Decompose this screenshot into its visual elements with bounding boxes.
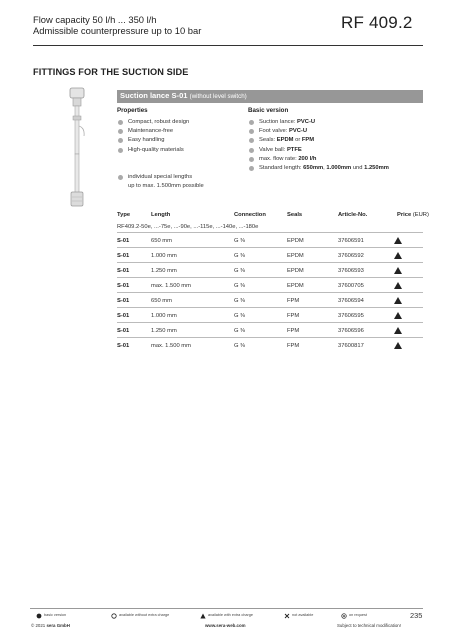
product-title-bar	[117, 90, 423, 103]
triangle-up-icon	[394, 237, 402, 244]
filled-circle-icon	[36, 613, 42, 619]
open-circle-icon	[111, 613, 117, 619]
cross-icon	[284, 613, 290, 619]
triangle-up-icon	[394, 312, 402, 319]
triangle-up-icon	[394, 252, 402, 259]
footer-note: Subject to technical modification!	[337, 623, 401, 628]
footer-company: sera GmbH	[46, 623, 70, 628]
header-rule	[33, 45, 423, 46]
model-suffix-line: RF409.2-50e, ...-75e, ...-90e, ...-115e, ...-140e, ...-180e	[117, 224, 259, 230]
properties-item: Easy handling	[117, 136, 189, 145]
special-lengths-cont: up to max. 1.500mm possible	[128, 183, 204, 190]
col-header-seals: Seals	[287, 212, 303, 218]
triangle-icon	[200, 613, 206, 619]
triangle-up-icon	[394, 282, 402, 289]
page-number: 235	[410, 611, 423, 620]
legend-rule	[30, 608, 423, 609]
table-row: S-01 650 mm G ⅜ FPM 37606594	[117, 292, 423, 308]
footer-copyright: © 2021 sera GmbH	[31, 623, 70, 628]
col-header-length: Length	[151, 212, 171, 218]
table-row: S-01 max. 1.500 mm G ⅜ FPM 37600817	[117, 337, 423, 353]
basic-item: Seals: EPDM or FPM	[248, 136, 389, 145]
col-header-type: Type	[117, 212, 131, 218]
at-icon	[341, 613, 347, 619]
product-name: Suction lance S-01 (without level switch)	[120, 91, 247, 100]
header-flow-capacity: Flow capacity 50 l/h ... 350 l/h	[33, 14, 157, 25]
properties-list	[117, 118, 189, 155]
col-header-price: Price (EUR)	[397, 212, 429, 218]
basic-item: Standard length: 650mm, 1.000mm und 1.250mm	[248, 164, 389, 173]
properties-heading: Properties	[117, 107, 148, 114]
table-row: S-01 1.250 mm G ⅜ EPDM 37606593	[117, 262, 423, 278]
col-header-article: Article-No.	[338, 212, 368, 218]
basic-item: Foot valve: PVC-U	[248, 127, 389, 136]
basic-version-heading: Basic version	[248, 107, 289, 114]
table-row: S-01 1.250 mm G ⅜ FPM 37606596	[117, 322, 423, 338]
basic-item: max. flow rate: 200 l/h	[248, 155, 389, 164]
footer-website[interactable]: www.sera-web.com	[205, 623, 246, 628]
table-row: S-01 1.000 mm G ⅜ EPDM 37606592	[117, 247, 423, 263]
section-title: FITTINGS FOR THE SUCTION SIDE	[33, 67, 189, 77]
special-lengths-note	[117, 173, 204, 191]
legend-with-charge: available with extra charge	[208, 613, 253, 617]
header-counterpressure: Admissible counterpressure up to 10 bar	[33, 25, 202, 36]
basic-item: Valve ball: PTFE	[248, 146, 389, 155]
col-header-connection: Connection	[234, 212, 266, 218]
properties-item: Maintenance-free	[117, 127, 189, 136]
properties-item: Compact, robust design	[117, 118, 189, 127]
table-row: S-01 1.000 mm G ⅜ FPM 37606595	[117, 307, 423, 323]
legend-not-available: not available	[292, 613, 314, 617]
model-title: RF 409.2	[341, 13, 413, 32]
table-row: S-01 max. 1.500 mm G ⅜ EPDM 37600705	[117, 277, 423, 293]
suction-lance-image	[60, 86, 100, 212]
basic-item: Suction lance: PVC-U	[248, 118, 389, 127]
basic-version-list	[248, 118, 389, 173]
legend-basic: basic version	[44, 613, 67, 617]
triangle-up-icon	[394, 297, 402, 304]
triangle-up-icon	[394, 342, 402, 349]
properties-item: High-quality materials	[117, 146, 189, 155]
table-row: S-01 650 mm G ⅜ EPDM 37606591	[117, 232, 423, 248]
triangle-up-icon	[394, 327, 402, 334]
product-name-note: (without level switch)	[189, 93, 247, 100]
triangle-up-icon	[394, 267, 402, 274]
special-lengths-item: individual special lengths	[117, 173, 204, 182]
legend-on-request: on request	[349, 613, 367, 617]
legend-without-charge: available without extra charge	[119, 613, 170, 617]
